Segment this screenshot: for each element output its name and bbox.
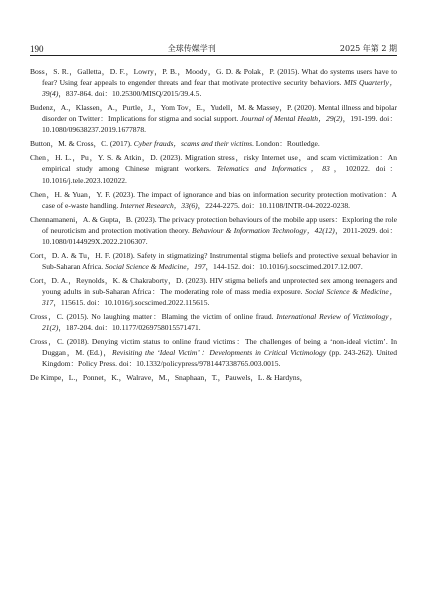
journal-title: 全球传媒学刊 xyxy=(167,44,216,53)
reference-entry: Cort，D. A. & Tu，H. F. (2018). Safety in stigmatizing? Instrumental stigma beliefs and protective sexual behavior in Sub-Saharan Africa. Social Science & Medicine，197，144-152. doi：10.1016/j.socscimed.2017.12.007. xyxy=(30,250,397,271)
reference-entry: Cross，C. (2018). Denying victim status to online fraud victims：The challenges of being a ‘non-ideal victim’. In Duggan，M. (Ed.)，Revisiting the ‘Ideal Victim’：Developments in Critical Victimology (pp. 243-262). United Kingdom：Policy Press. doi：10.1332/policypress/9781447338765.003.0015. xyxy=(30,337,397,369)
issue-label: 2025 年第 2 期 xyxy=(339,44,397,53)
reference-entry: Chen，H. & Yuan，Y. F. (2023). The impact of ignorance and bias on information security protection motivation：A case of e-waste handling. Internet Research，33(6)，2244-2275. doi：10.1108/INTR-04-2022-0238. xyxy=(30,189,397,210)
reference-entry: Cort，D. A.，Reynolds，K. & Chakraborty，D. (2023). HIV stigma beliefs and unprotected sex among teenagers and young adults in sub-Saharan Africa：The moderating role of mass media exposure. Social Science & Medicine，317，115615. doi：10.1016/j.socscimed.2022.115615. xyxy=(30,275,398,308)
reference-entry: Button，M. & Cross，C. (2017). Cyber frauds，scams and their victims. London：Routledge. xyxy=(30,139,320,149)
reference-list xyxy=(30,66,397,386)
reference-entry: Boss，S. R.，Galletta，D. F.，Lowry，P. B.，Moody，G. D. & Polak，P. (2015). What do systems users have to fear? Using fear appeals to engender threats and fear that motivate protective security behaviors. MIS Quarterly，39(4)，837-864. doi：10.25300/MISQ/2015/39.4.5. xyxy=(30,67,397,99)
reference-entry: Chen，H. L.，Pu，Y. S. & Atkin，D. (2023). Migration stress，risky Internet use，and scam victimization：An empirical study among Chinese migrant workers. Telematics and Informatics，83，102022. doi：10.1016/j.tele.2023.102022. xyxy=(30,153,397,185)
reference-entry: De Kimpe，L.，Ponnet，K.，Walrave，M.，Snaphaan，T.，Pauwels，L. & Hardyns， xyxy=(30,373,308,383)
page-number: 190 xyxy=(30,44,44,54)
header-rule xyxy=(30,55,397,56)
reference-entry: Chennamaneni，A. & Gupta，B. (2023). The privacy protection behaviours of the mobile app users：Exploring the role of neuroticism and protection motivation theory. Behaviour & Information Technology，42(12)，2011-2029. doi：10.1080/0144929X.2022.2106307. xyxy=(30,214,398,246)
running-header xyxy=(30,40,397,54)
reference-entry: Cross，C. (2015). No laughing matter：Blaming the victim of online fraud. International Review of Victimology，21(2)，187-204. doi：10.1177/0269758015571471. xyxy=(30,312,397,333)
reference-entry: Budenz，A.，Klassen，A.，Purtle，J.，Yom Tov，E.，Yudell，M. & Massey，P. (2020). Mental illness and bipolar disorder on Twitter：Implications for stigma and social support. Journal of Mental Health，29(2)，191-199. doi：10.1080/09638237.2019.1677878. xyxy=(30,103,397,135)
